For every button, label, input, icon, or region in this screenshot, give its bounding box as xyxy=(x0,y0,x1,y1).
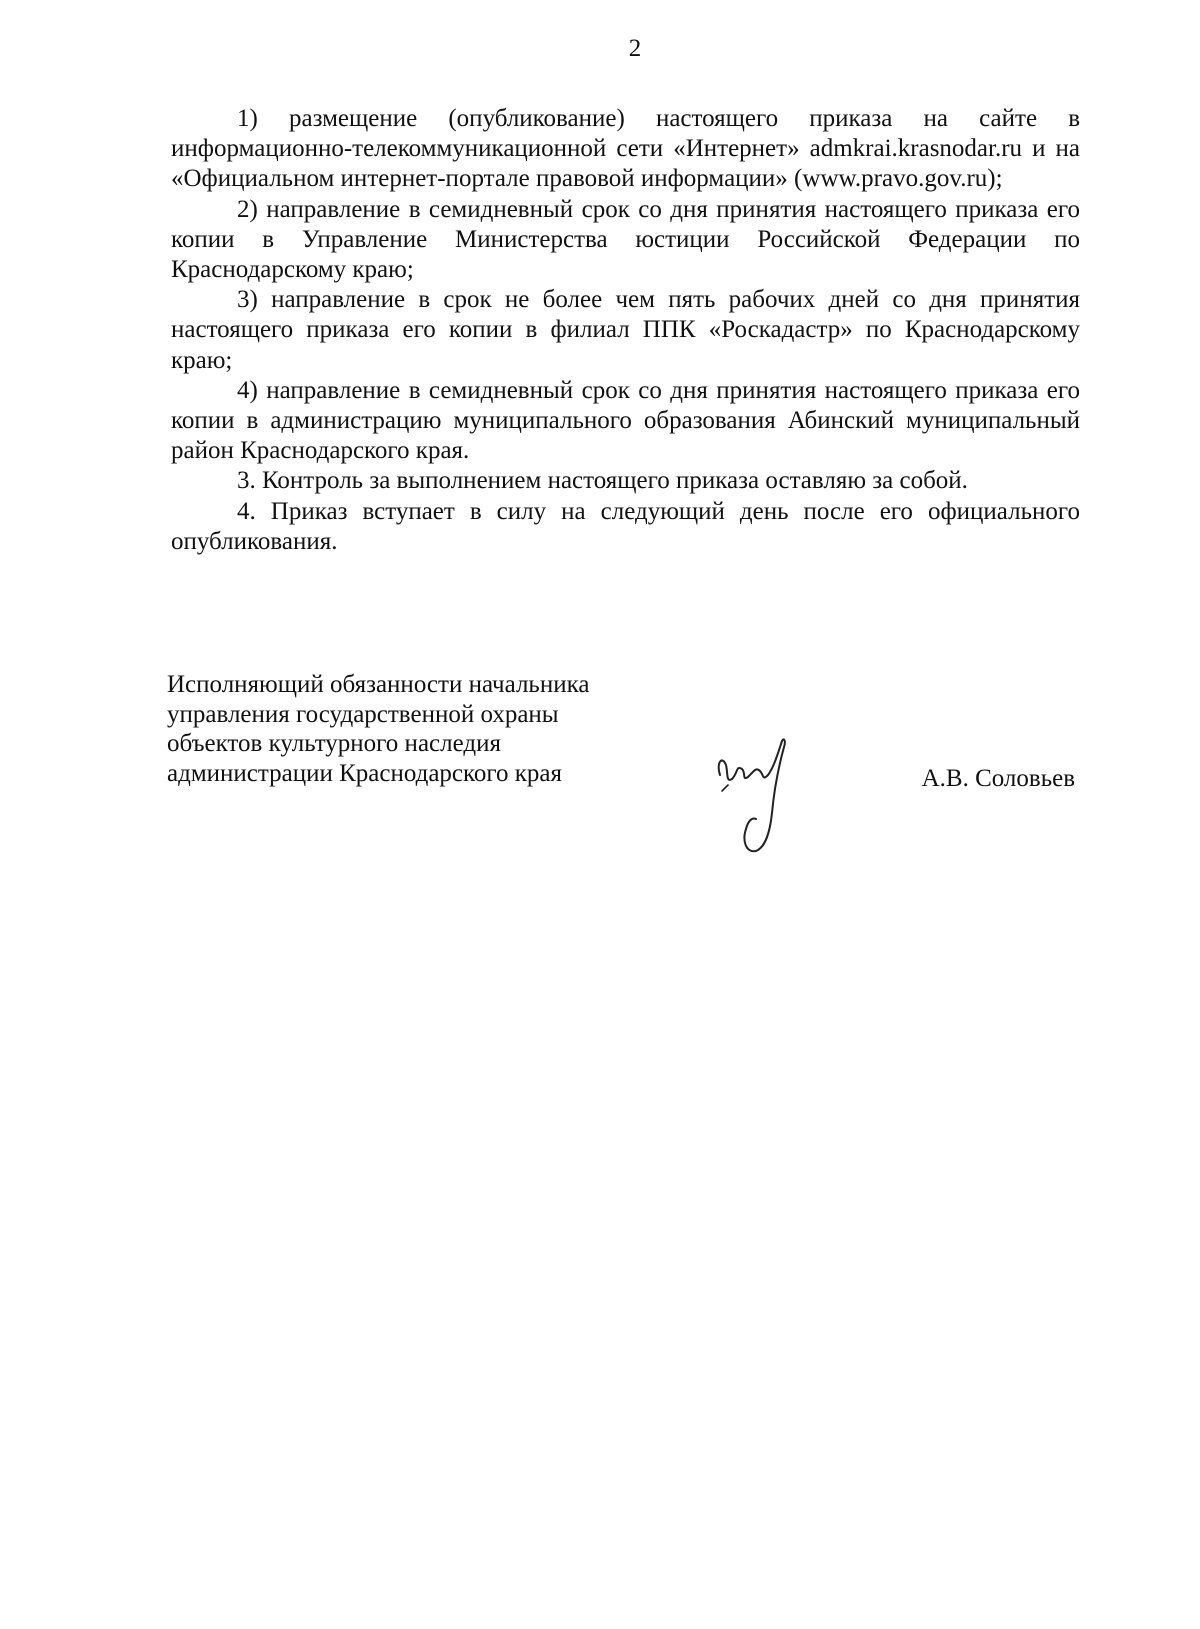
signatory-position-line-3: объектов культурного наследия xyxy=(167,730,501,757)
paragraph-item-4: 4) направление в семидневный срок со дня принятия настоящего приказа его копии в администрацию муниципального образования Абинский муниципальный район Краснодарского края. xyxy=(171,376,1080,465)
paragraph-item-3: 3) направление в срок не более чем пять рабочих дней со дня принятия настоящего приказа его копии в филиал ППК «Роскадастр» по Краснодарскому краю; xyxy=(171,286,1080,374)
signatory-position xyxy=(167,670,667,788)
document-body xyxy=(171,104,1080,557)
signatory-position-line-2: управления государственной охраны xyxy=(167,700,559,728)
page-number: 2 xyxy=(628,35,642,62)
signatory-position-line-4: администрации Краснодарского края xyxy=(167,759,563,787)
paragraph-control-clause: 3. Контроль за выполнением настоящего приказа оставляю за собой. xyxy=(237,467,968,495)
signatory-name: А.В. Соловьев xyxy=(921,765,1075,792)
paragraph-effective-date-clause: 4. Приказ вступает в силу на следующий день после его официального опубликования. xyxy=(171,497,1080,555)
signatory-position-line-1: Исполняющий обязанности начальника xyxy=(167,671,590,698)
paragraph-item-2: 2) направление в семидневный срок со дня принятия настоящего приказа его копии в Управление Министерства юстиции Российской Федерации по Краснодарскому краю; xyxy=(171,195,1080,284)
handwritten-signature-icon xyxy=(712,735,802,855)
paragraph-item-1: 1) размещение (опубликование) настоящего приказа на сайте в информационно-телекоммуникационной сети «Интернет» admkrai.krasnodar.ru и на «Официальном интернет-портале правовой информации» (www.pravo.gov.ru); xyxy=(171,105,1080,193)
